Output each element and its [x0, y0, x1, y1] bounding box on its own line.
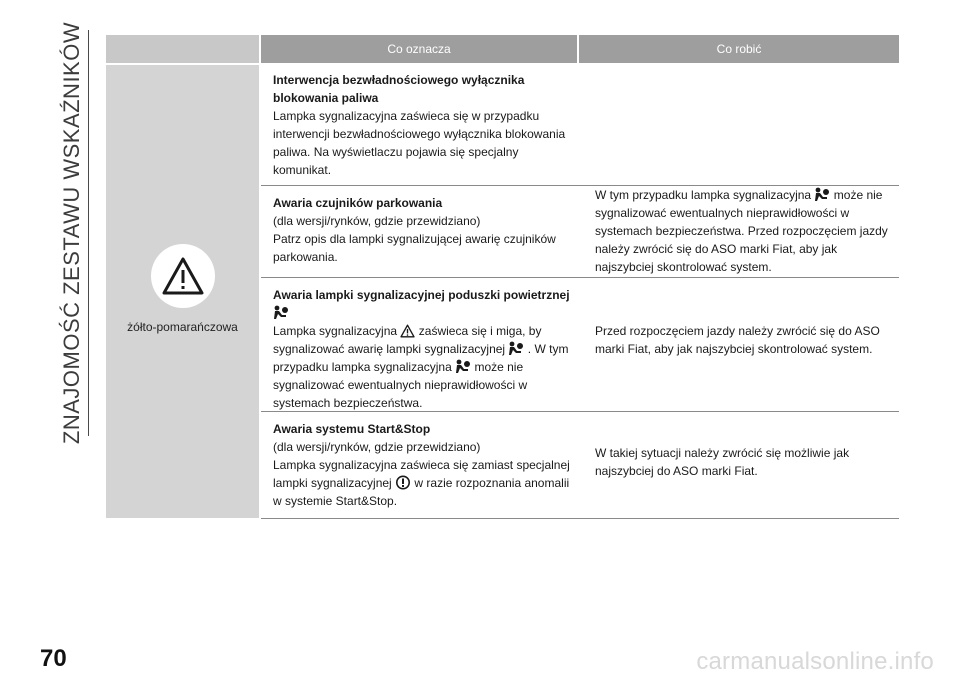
- warning-light-badge: [151, 244, 215, 308]
- page-number: 70: [40, 645, 67, 672]
- action-text-part: W tym przypadku lampka sygnalizacyjna: [595, 188, 812, 202]
- row-text-part: . W tym przypadku lampka sygnalizacyjna: [273, 342, 569, 374]
- header-blank-cell: [106, 35, 259, 63]
- airbag-icon: [814, 187, 830, 202]
- row-title-text: Awaria lampki sygnalizacyjnej poduszki powietrznej: [273, 288, 570, 302]
- row-title: Awaria czujników parkowania: [273, 196, 443, 210]
- row-action: W takiej sytuacji należy zwrócić się możliwie jak najszybciej do ASO marki Fiat.: [595, 446, 850, 478]
- row-text: [273, 456, 573, 510]
- table-row: [261, 278, 899, 411]
- row-title: Awaria systemu Start&Stop: [273, 422, 431, 436]
- row-meaning: [273, 286, 573, 412]
- row-meaning: [273, 420, 573, 510]
- section-divider: [88, 30, 89, 436]
- light-indicator-column: [106, 65, 259, 518]
- table-row: [261, 412, 899, 518]
- start-stop-failure-icon: [395, 475, 411, 490]
- watermark: carmanualsonline.info: [696, 648, 934, 675]
- table-header: [106, 35, 899, 63]
- section-title-vertical: [56, 21, 88, 445]
- row-action: Przed rozpoczęciem jazdy należy zwrócić się do ASO marki Fiat, aby jak najszybciej skontrolować system.: [595, 324, 880, 356]
- airbag-icon: [273, 305, 289, 320]
- row-meaning: [273, 194, 573, 266]
- row-title: Interwencja bezwładnościowego wyłącznika blokowania paliwa: [273, 73, 525, 105]
- warning-triangle-icon: [400, 324, 415, 338]
- row-text: Patrz opis dla lampki sygnalizującej awarię czujników parkowania.: [273, 232, 556, 264]
- table-row: [261, 65, 899, 185]
- airbag-icon: [455, 359, 471, 374]
- row-text-part: zaświeca się i miga, by sygnalizować awarię lampki sygnalizacyjnej: [273, 324, 542, 356]
- row-subtitle: (dla wersji/rynków, gdzie przewidziano): [273, 214, 481, 228]
- row-title: [273, 286, 573, 322]
- section-title-text: ZNAJOMOŚĆ ZESTAWU WSKAŹNIKÓW: [59, 21, 84, 445]
- row-text-part: Lampka sygnalizacyjna: [273, 324, 398, 338]
- airbag-icon: [508, 341, 524, 356]
- row-text-part: Lampka sygnalizacyjna zaświeca się zamiast specjalnej lampki sygnalizacyjnej: [273, 458, 570, 490]
- row-subtitle: (dla wersji/rynków, gdzie przewidziano): [273, 440, 481, 454]
- row-meaning: [273, 71, 573, 179]
- row-text: Lampka sygnalizacyjna zaświeca się w przypadku interwencji bezwładnościowego wyłącznika blokowania paliwa. Na wyświetlaczu pojawia się specjalny komunikat.: [273, 109, 566, 177]
- warning-triangle-icon: [161, 256, 205, 296]
- table-bottom-divider: [261, 518, 899, 519]
- action-text-part: może nie sygnalizować ewentualnych nieprawidłowości w systemach bezpieczeństwa. Przed rozpoczęciem jazdy należy zwrócić się do ASO marki Fiat, aby jak najszybciej skontrolować system.: [595, 188, 888, 274]
- warning-lights-table: [106, 35, 899, 518]
- row-text-part: może nie sygnalizować ewentualnych nieprawidłowości w systemach bezpieczeństwa.: [273, 360, 528, 410]
- header-action: Co robić: [579, 35, 899, 63]
- table-row: [261, 186, 899, 277]
- header-meaning: Co oznacza: [261, 35, 577, 63]
- row-text: [273, 322, 573, 412]
- row-action: [595, 186, 895, 276]
- row-text-part: w razie rozpoznania anomalii w systemie Start&Stop.: [273, 476, 570, 508]
- light-color-label: żółto-pomarańczowa: [127, 319, 238, 334]
